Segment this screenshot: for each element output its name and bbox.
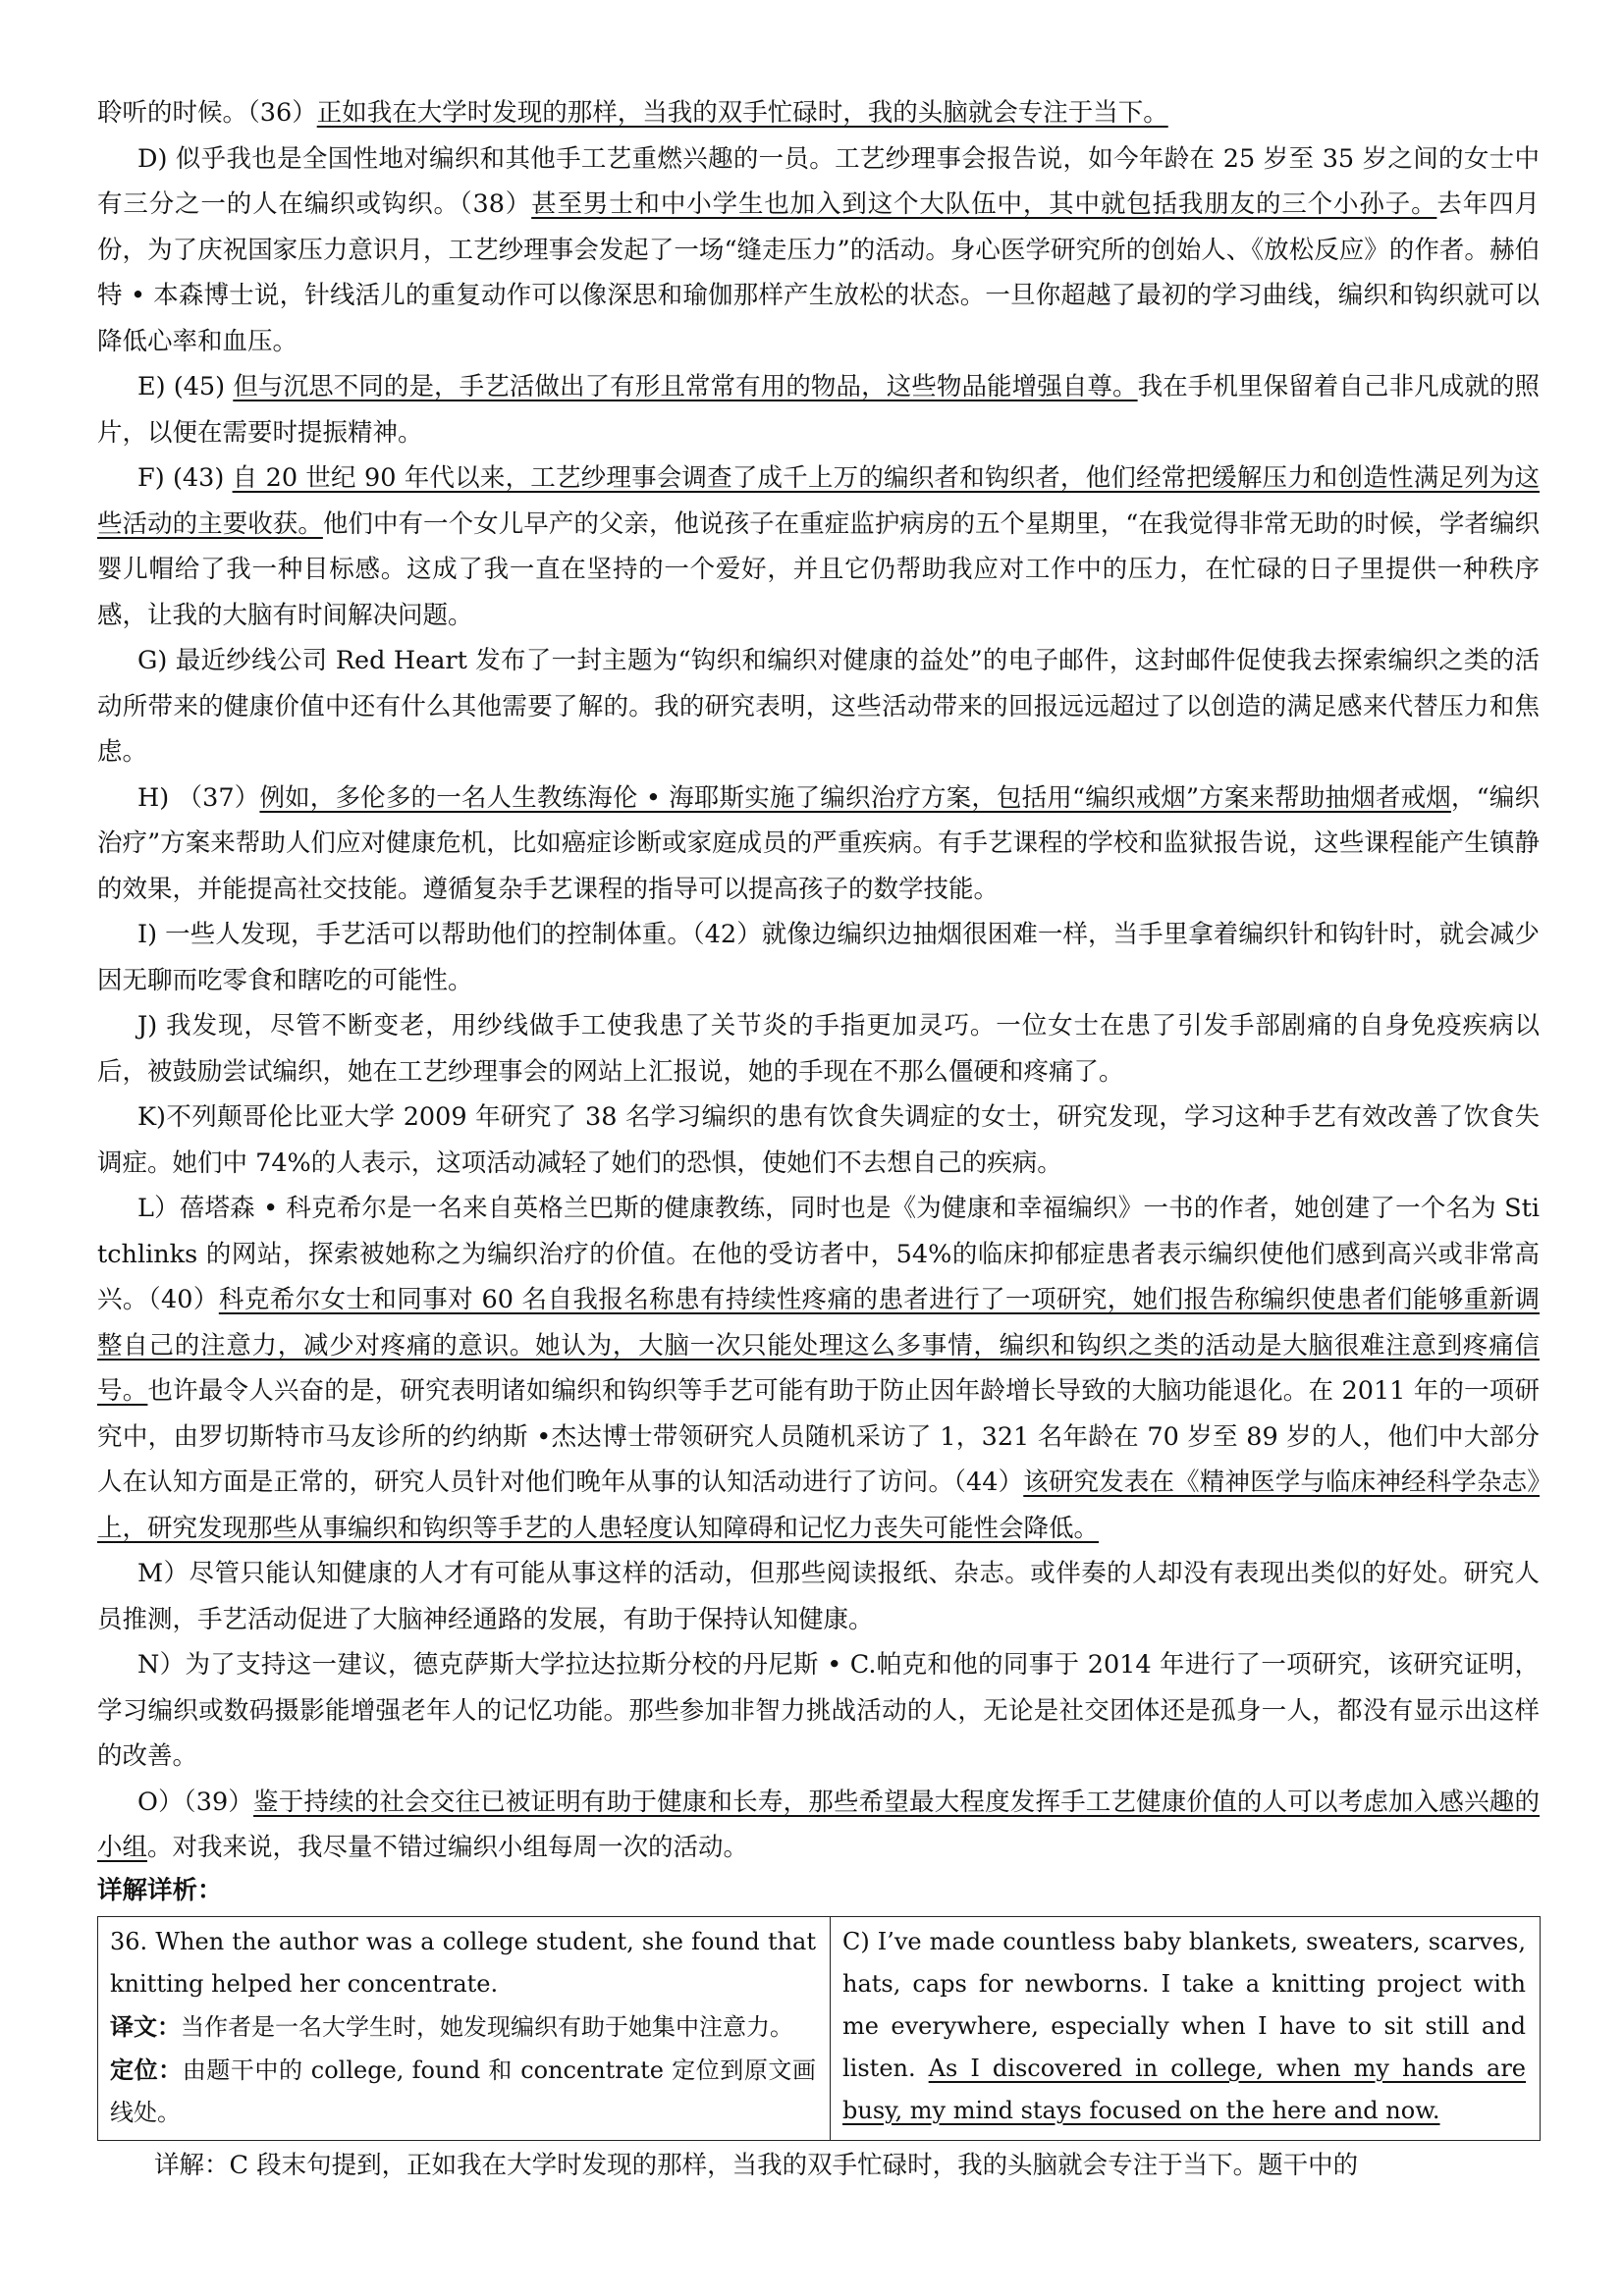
paragraph-n	[97, 1642, 1540, 1780]
underlined-sentence: 鉴于持续的社会交往已被证明有助于健康和长寿，那些希望最大程度发挥手工艺健康价值的人可以考虑加入感兴趣的小组	[97, 1787, 1540, 1862]
text-segment: 也许最令人兴奋的是，研究表明诸如编织和钩织等手艺可能有助于防止因年龄增长导致的大脑功能退化。在 2011 年的一项研究中，由罗切斯特市马友诊所的约纳斯 •杰达博士带领研究人员随机采访了 1，321 名年龄在 70 岁至 89 岁的人，他们中大部分人在认知方面是正常的，研究人员针对他们晚年从事的认知活动进行了访问。（44）	[97, 1376, 1540, 1497]
text-segment: D) 似乎我也是全国性地对编织和其他手工艺重燃兴趣的一员。工艺纱理事会报告说，如今年龄在 25 岁至 35 岁之间的女士中有三分之一的人在编织或钩织。（38）	[97, 143, 1540, 219]
translation-label: 译文：	[110, 2011, 181, 2041]
text-segment: O）（39）	[137, 1787, 254, 1817]
table-row	[98, 1916, 1541, 2140]
text-segment: 。对我来说，我尽量不错过编织小组每周一次的活动。	[147, 1833, 749, 1862]
paragraph-l	[97, 1186, 1540, 1551]
underlined-sentence: 科克希尔女士和同事对 60 名自我报名称患有持续性疼痛的患者进行了一项研究，她们报告称编织使患者们能够重新调整自己的注意力，减少对疼痛的意识。她认为，大脑一次只能处理这么多事情，编织和钩织之类的活动是大脑很难注意到疼痛信号。	[97, 1285, 1540, 1406]
translation-text: 当作者是一名大学生时，她发现编织有助于她集中注意力。	[181, 2012, 793, 2041]
text-segment: K)不列颠哥伦比亚大学 2009 年研究了 38 名学习编织的患有饮食失调症的女士，研究发现，学习这种手艺有效改善了饮食失调症。她们中 74%的人表示，这项活动减轻了她们的恐惧，使她们不去想自己的疾病。	[97, 1102, 1540, 1178]
underlined-sentence: 该研究发表在《精神医学与临床神经科学杂志》上，研究发现那些从事编织和钩织等手艺的人患轻度认知障碍和记忆力丧失可能性会降低。	[97, 1468, 1540, 1543]
passage-underlined-text: As I discovered in college, when my hands are busy, my mind stays focused on the here and now.	[842, 2054, 1527, 2124]
text-segment: 我在手机里保留着自己非凡成就的照片，以便在需要时提振精神。	[97, 372, 1540, 448]
paragraph-j	[97, 1003, 1540, 1095]
text-segment: 去年四月份，为了庆祝国家压力意识月，工艺纱理事会发起了一场“缝走压力”的活动。身心医学研究所的创始人、《放松反应》的作者。赫伯特 • 本森博士说，针线活儿的重复动作可以像深思和瑜伽那样产生放松的状态。一旦你超越了最初的学习曲线，编织和钩织就可以降低心率和血压。	[97, 189, 1540, 356]
paragraph-f	[97, 455, 1540, 638]
analysis-label: 详解详析：	[97, 1875, 223, 1905]
underlined-sentence: 甚至男士和中小学生也加入到这个大队伍中，其中就包括我朋友的三个小孙子。	[531, 189, 1437, 219]
locate-line	[110, 2049, 816, 2134]
passage-cell	[831, 1916, 1541, 2140]
text-segment: 他们中有一个女儿早产的父亲，他说孩子在重症监护病房的五个星期里，“在我觉得非常无助的时候，学者编织婴儿帽给了我一种目标感。这成了我一直在坚持的一个爱好，并且它仍帮助我应对工作中的压力，在忙碌的日子里提供一种秩序感，让我的大脑有时间解决问题。	[97, 508, 1540, 630]
paragraph-d	[97, 136, 1540, 365]
locate-text: 由题干中的 college, found 和 concentrate 定位到原文画线处。	[110, 2056, 816, 2126]
passage-text: C) I’ve made countless baby blankets, sweaters, scarves, hats, caps for newborns. I take a knitting project with me everywhere, especially when I have to sit still and listen.	[842, 1927, 1526, 2082]
underlined-sentence: 但与沉思不同的是，手艺活做出了有形且常常有用的物品，这些物品能增强自尊。	[233, 372, 1138, 401]
translation-line	[110, 2005, 816, 2049]
text-segment: E) (45)	[137, 372, 234, 401]
paragraph-o	[97, 1780, 1540, 1871]
paragraph-c-tail	[97, 90, 1540, 136]
text-segment: ，“编织治疗”方案来帮助人们应对健康危机，比如癌症诊断或家庭成员的严重疾病。有手艺课程的学校和监狱报告说，这些课程能产生镇静的效果，并能提高社交技能。遵循复杂手艺课程的指导可以提高孩子的数学技能。	[97, 782, 1540, 904]
analysis-table	[97, 1916, 1541, 2141]
paragraph-k	[97, 1095, 1540, 1186]
text-segment: M）尽管只能认知健康的人才有可能从事这样的活动，但那些阅读报纸、杂志。或伴奏的人却没有表现出类似的好处。研究人员推测，手艺活动促进了大脑神经通路的发展，有助于保持认知健康。	[97, 1559, 1540, 1634]
text-segment: I) 一些人发现，手艺活可以帮助他们的控制体重。（42）就像边编织边抽烟很困难一样，当手里拿着编织针和钩针时，就会减少因无聊而吃零食和瞎吃的可能性。	[97, 920, 1540, 995]
text-segment: N）为了支持这一建议，德克萨斯大学拉达拉斯分校的丹尼斯 • C.帕克和他的同事于 2014 年进行了一项研究，该研究证明，学习编织或数码摄影能增强老年人的记忆功能。那些参加非智力挑战活动的人，无论是社交团体还是孤身一人，都没有显示出这样的改善。	[97, 1650, 1540, 1771]
paragraph-h	[97, 775, 1540, 913]
text-segment: F) (43)	[137, 463, 233, 493]
paragraph-i	[97, 912, 1540, 1003]
text-segment: G) 最近纱线公司 Red Heart 发布了一封主题为“钩织和编织对健康的益处”的电子邮件，这封邮件促使我去探索编织之类的活动所带来的健康价值中还有什么其他需要了解的。我的研究表明，这些活动带来的回报远远超过了以创造的满足感来代替压力和焦虑。	[97, 646, 1540, 767]
detail-line: 详解：C 段末句提到，正如我在大学时发现的那样，当我的双手忙碌时，我的头脑就会专注于当下。题干中的	[154, 2150, 1359, 2180]
underlined-sentence: 正如我在大学时发现的那样，当我的双手忙碌时，我的头脑就会专注于当下。	[316, 98, 1168, 128]
paragraph-g	[97, 638, 1540, 775]
locate-label: 定位：	[110, 2055, 183, 2084]
underlined-sentence: 例如，多伦多的一名人生教练海伦 • 海耶斯实施了编织治疗方案，包括用“编织戒烟”方案来帮助抽烟者戒烟	[259, 782, 1451, 813]
paragraph-m	[97, 1551, 1540, 1642]
paragraph-e	[97, 364, 1540, 455]
underlined-sentence: 自 20 世纪 90 年代以来，工艺纱理事会调查了成千上万的编织者和钩织者，他们经常把缓解压力和创造性满足列为这些活动的主要收获。	[97, 463, 1540, 539]
question-cell	[98, 1916, 831, 2140]
passage-body	[97, 90, 1540, 1871]
text-segment: H) （37）	[137, 782, 260, 813]
text-segment: L）蓓塔森 • 科克希尔是一名来自英格兰巴斯的健康教练，同时也是《为健康和幸福编织》一书的作者，她创建了一个名为 Stitchlinks 的网站，探索被她称之为编织治疗的价值。在他的受访者中，54%的临床抑郁症患者表示编织使他们感到高兴或非常高兴。（40）	[97, 1194, 1540, 1314]
question-text: 36. When the author was a college student, she found that knitting helped her concentrate.	[110, 1927, 816, 1998]
text-segment: 聆听的时候。（36）	[97, 98, 317, 128]
text-segment: J) 我发现，尽管不断变老，用纱线做手工使我患了关节炎的手指更加灵巧。一位女士在患了引发手部剧痛的自身免疫疾病以后，被鼓励尝试编织，她在工艺纱理事会的网站上汇报说，她的手现在不那么僵硬和疼痛了。	[97, 1011, 1540, 1087]
